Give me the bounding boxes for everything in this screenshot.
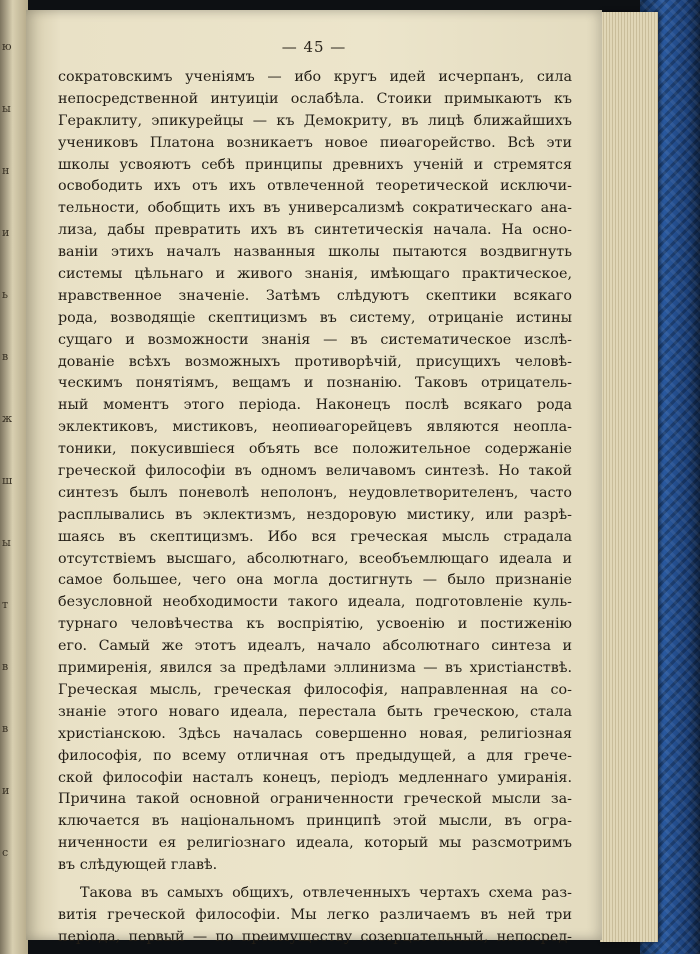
text-line: синтезъ былъ поневолѣ неполонъ, неудовлетворителенъ, часто (58, 484, 572, 501)
text-line: философія, по всему отличная отъ предыдущей, а для грече- (58, 747, 572, 764)
page-block-edges (600, 12, 658, 942)
text-line: христіанскою. Здѣсь началась совершенно новая, религіозная (58, 725, 572, 742)
text-line: Греческая мысль, греческая философія, направленная на со- (58, 681, 572, 698)
facing-page-fragment: ш (2, 474, 13, 487)
text-line: Причина такой основной ограниченности греческой мысли за- (58, 791, 572, 808)
facing-page-fragment: ы (2, 102, 11, 115)
text-line: Такова въ самыхъ общихъ, отвлеченныхъ чертахъ схема раз- (80, 884, 572, 901)
page-number: — 45 — (281, 38, 347, 56)
book-page (26, 10, 602, 945)
facing-page-fragment: н (2, 164, 10, 177)
facing-page-fragment: в (2, 350, 9, 363)
text-line: сократовскимъ ученіямъ — ибо кругъ идей исчерпанъ, сила (58, 69, 572, 85)
text-line: самое большее, чего она могла достигнуть — было признаніе (58, 572, 572, 589)
text-line: ваніи этихъ началъ названныя школы пытаются воздвигнуть (58, 244, 572, 261)
text-line: дованіе всѣхъ возможныхъ противорѣчій, присущихъ человѣ- (58, 353, 572, 370)
facing-page-fragment: ь (2, 288, 8, 301)
text-line: Гераклиту, эпикурейцы — къ Демокриту, въ лицѣ ближайшихъ (58, 112, 572, 129)
facing-page-fragment: ж (2, 412, 13, 425)
text-line: ный моментъ этого періода. Наконецъ послѣ всякаго рода (58, 397, 572, 414)
facing-page-edge (0, 0, 28, 954)
text-line: тоники, покусившіеся объять все положительное содержаніе (58, 441, 572, 458)
text-line: тельности, обобщить ихъ въ универсализмѣ сократическаго ана- (58, 200, 572, 217)
facing-page-fragment: и (2, 784, 10, 797)
text-line: періода, первый — по преимуществу созерцательный, непосред- (58, 928, 572, 945)
facing-page-fragment: с (2, 846, 9, 859)
text-line: греческой философіи въ одномъ величавомъ синтезѣ. Но такой (58, 463, 572, 480)
text-line: освободить ихъ отъ ихъ отвлеченной теоретической исключи- (58, 178, 572, 195)
text-line: рода, возводящіе скептицизмъ въ систему, отрицаніе истины (58, 309, 572, 326)
text-line: знаніе этого новаго идеала, перестала быть греческою, стала (58, 703, 572, 720)
facing-page-fragment: ы (2, 536, 11, 549)
text-line: сущаго и возможности знанія — въ систематическое изслѣ- (58, 331, 572, 348)
text-line: лиза, дабы превратить ихъ въ синтетическія начала. На осно- (58, 222, 572, 239)
text-line: шаясь въ скептицизмъ. Ибо вся греческая мысль страдала (58, 528, 572, 545)
text-line: эклектиковъ, мистиковъ, неопиѳагорейцевъ являются неопла- (58, 419, 572, 436)
text-line: ниченности ея религіознаго идеала, который мы разсмотримъ (58, 835, 572, 852)
text-line: учениковъ Платона возникаетъ новое пиѳагорейство. Всѣ эти (58, 134, 572, 151)
facing-page-fragment: ю (2, 40, 12, 53)
facing-page-fragment: в (2, 660, 9, 673)
text-line: турнаго человѣчества къ воспріятію, усвоенію и постиженію (58, 616, 572, 633)
text-line: непосредственной интуиціи ослабѣла. Стоики примыкаютъ къ (58, 90, 572, 107)
text-line: нравственное значеніе. Затѣмъ слѣдуютъ скептики всякаго (58, 287, 572, 304)
facing-page-fragment: т (2, 598, 9, 611)
text-line: отсутствіемъ высшаго, абсолютнаго, всеобъемлющаго идеала и (58, 550, 572, 567)
facing-page-fragment: и (2, 226, 10, 239)
text-line: школы усвояютъ себѣ принципы древнихъ ученій и стремятся (58, 156, 572, 173)
text-line: ческимъ понятіямъ, вещамъ и познанію. Таковъ отрицатель- (58, 375, 572, 392)
text-line: его. Самый же этотъ идеалъ, начало абсолютнаго синтеза и (58, 638, 572, 655)
body-text (58, 67, 572, 949)
text-line: въ слѣдующей главѣ. (58, 857, 218, 874)
facing-page-fragment: в (2, 722, 9, 735)
text-line: витія греческой философіи. Мы легко различаемъ въ ней три (58, 906, 572, 923)
text-line: системы цѣльнаго и живого знанія, имѣющаго практическое, (58, 266, 572, 283)
text-line: ключается въ національномъ принципѣ этой мысли, въ огра- (58, 813, 572, 830)
text-line: расплывались въ эклектизмъ, нездоровую мистику, или разрѣ- (58, 506, 572, 523)
text-line: ской философіи насталъ конецъ, періодъ медленнаго умиранія. (58, 769, 572, 786)
text-line: примиренія, явился за предѣлами эллинизма — въ христіанствѣ. (58, 660, 572, 677)
text-line: безусловной необходимости такого идеала, подготовленіе куль- (58, 594, 572, 611)
